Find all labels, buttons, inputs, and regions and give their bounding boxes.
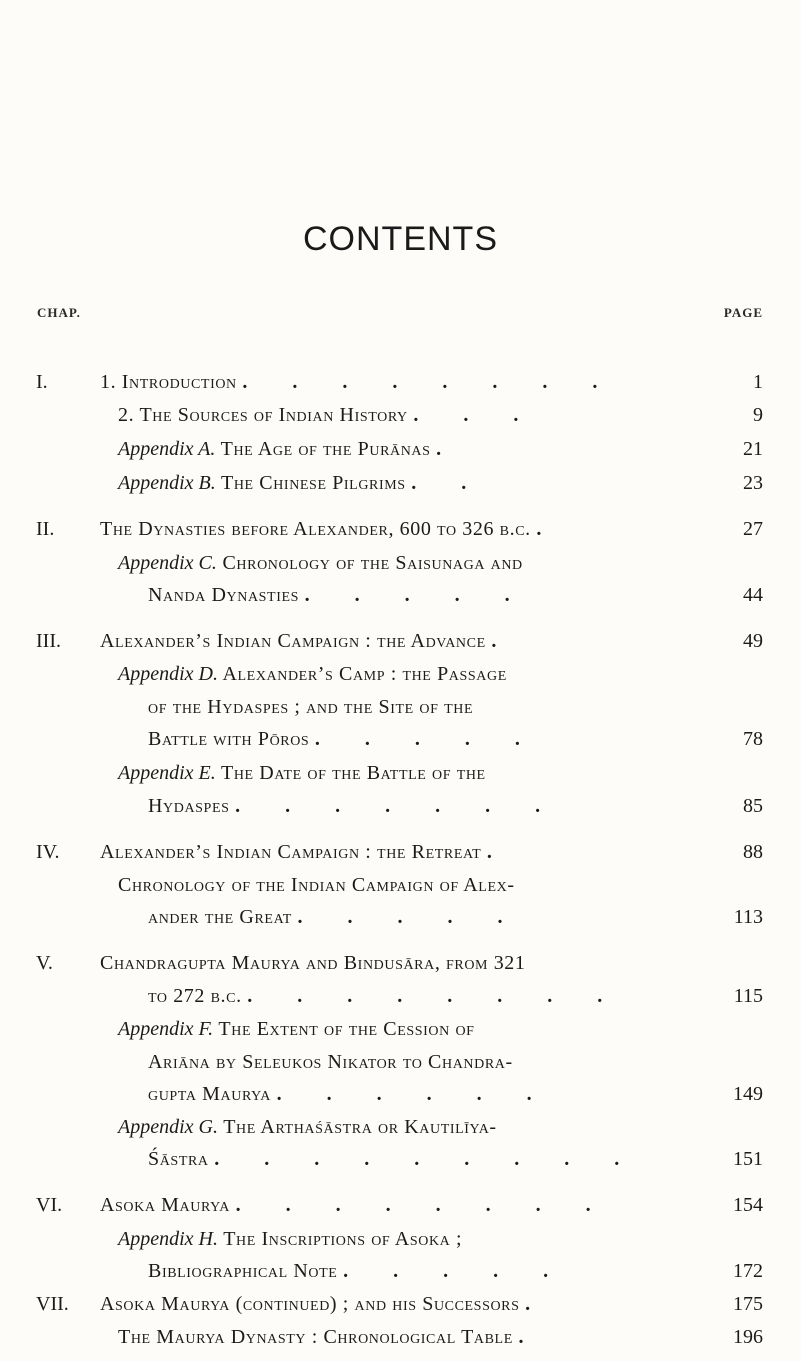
entry-title: The Dynasties before Alexander, 600 to 326 b.c. bbox=[100, 517, 531, 540]
toc-entry bbox=[0, 902, 801, 932]
chapter-number: III. bbox=[36, 629, 61, 652]
entry-title: Nanda Dynasties bbox=[148, 583, 299, 606]
leader-dots: . bbox=[436, 437, 462, 460]
chapter-number: IV. bbox=[36, 841, 60, 864]
appendix-label: Appendix A. bbox=[118, 437, 216, 460]
appendix-label: Appendix G. bbox=[118, 1116, 218, 1139]
toc-entry bbox=[0, 1190, 801, 1220]
page-number: 9 bbox=[753, 404, 763, 426]
leader-dots: . bbox=[518, 1326, 544, 1348]
entry-title: Alexander’s Indian Campaign : the Advance bbox=[100, 629, 486, 652]
page-number: 149 bbox=[733, 1083, 763, 1106]
toc-entry bbox=[0, 468, 801, 498]
toc-entry bbox=[0, 514, 801, 544]
page-number: 151 bbox=[733, 1148, 763, 1171]
leader-dots: . . bbox=[411, 471, 487, 494]
toc-entry bbox=[0, 1112, 801, 1142]
toc-entry bbox=[0, 400, 801, 430]
toc-entry bbox=[0, 659, 801, 689]
page-number: 27 bbox=[743, 517, 763, 540]
leader-dots: . . . . . bbox=[304, 583, 530, 606]
toc-entry bbox=[0, 1322, 801, 1352]
toc-entry bbox=[0, 1144, 801, 1174]
entry-title: to 272 b.c. bbox=[148, 985, 242, 1008]
leader-dots: . bbox=[491, 629, 517, 652]
entry-title: ander the Great bbox=[148, 906, 292, 929]
entry-title: Chronology of the Indian Campaign of Alex- bbox=[118, 874, 515, 897]
toc-entry bbox=[0, 981, 801, 1011]
page-number: 196 bbox=[733, 1326, 763, 1348]
entry-title: 2. The Sources of Indian History bbox=[118, 404, 408, 426]
toc-entry bbox=[0, 1289, 801, 1319]
leader-dots: . bbox=[525, 1293, 551, 1315]
entry-title: The Chinese Pilgrims bbox=[221, 471, 406, 494]
chap-column-header: CHAP. bbox=[37, 305, 81, 320]
toc-entry bbox=[0, 626, 801, 656]
page-number: 85 bbox=[743, 795, 763, 818]
entry-title: 1. Introduction bbox=[100, 371, 237, 393]
chapter-number: VI. bbox=[36, 1194, 63, 1216]
entry-title: Śāstra bbox=[148, 1148, 209, 1171]
chapter-number: V. bbox=[36, 952, 53, 975]
entry-title: of the Hydaspes ; and the Site of the bbox=[148, 696, 474, 719]
entry-title: Chandragupta Maurya and Bindusāra, from 321 bbox=[100, 952, 526, 975]
page-number: 113 bbox=[733, 906, 763, 929]
page-number: 44 bbox=[743, 583, 763, 606]
leader-dots: . . . . . . . . . bbox=[214, 1148, 640, 1171]
leader-dots: . . . . . . . bbox=[235, 795, 561, 818]
page-number: 1 bbox=[753, 371, 763, 393]
entry-title: Battle with Pōros bbox=[148, 728, 310, 751]
entry-title: gupta Maurya bbox=[148, 1083, 271, 1106]
toc-entry bbox=[0, 1256, 801, 1286]
entry-title: Chronology of the Saisunaga and bbox=[222, 551, 523, 574]
toc-entry bbox=[0, 837, 801, 867]
entry-title: The Date of the Battle of the bbox=[221, 762, 486, 785]
leader-dots: . . . bbox=[413, 404, 539, 426]
toc-entry bbox=[0, 758, 801, 788]
leader-dots: . bbox=[486, 841, 512, 864]
entry-title: The Arthaśāstra or Kautilīya- bbox=[223, 1116, 497, 1139]
chapter-number: VII. bbox=[36, 1293, 69, 1315]
toc-entry bbox=[0, 548, 801, 578]
leader-dots: . . . . . . . . bbox=[235, 1194, 611, 1216]
toc-entry bbox=[0, 724, 801, 754]
page-number: 172 bbox=[733, 1260, 763, 1282]
toc-entry bbox=[0, 1224, 801, 1254]
entry-title: Asoka Maurya bbox=[100, 1194, 230, 1216]
entry-title: Alexander’s Indian Campaign : the Retreat bbox=[100, 841, 482, 864]
toc-entry bbox=[0, 434, 801, 464]
entry-title: Asoka Maurya (continued) ; and his Successors bbox=[100, 1293, 520, 1315]
page-number: 23 bbox=[743, 471, 763, 494]
toc-entry bbox=[0, 1014, 801, 1044]
page-column-header: PAGE bbox=[723, 305, 763, 320]
toc-entry bbox=[0, 367, 801, 397]
entry-title: Bibliographical Note bbox=[148, 1260, 338, 1282]
appendix-label: Appendix C. bbox=[118, 551, 217, 574]
toc-entry bbox=[0, 1047, 801, 1077]
toc-entry bbox=[0, 692, 801, 722]
appendix-label: Appendix E. bbox=[118, 762, 216, 785]
entry-title: The Inscriptions of Asoka ; bbox=[223, 1227, 463, 1250]
page-number: 21 bbox=[743, 437, 763, 460]
leader-dots: . . . . . bbox=[314, 728, 540, 751]
page-number: 88 bbox=[743, 841, 763, 864]
page-number: 154 bbox=[733, 1194, 763, 1216]
entry-title: The Maurya Dynasty : Chronological Table bbox=[118, 1326, 513, 1348]
toc-entry bbox=[0, 791, 801, 821]
page-title: CONTENTS bbox=[303, 220, 498, 258]
appendix-label: Appendix D. bbox=[118, 663, 218, 686]
chapter-number: II. bbox=[36, 517, 55, 540]
entry-title: Ariāna by Seleukos Nikator to Chandra- bbox=[148, 1051, 513, 1073]
appendix-label: Appendix B. bbox=[118, 471, 216, 494]
appendix-label: Appendix F. bbox=[118, 1018, 214, 1041]
entry-title: Alexander’s Camp : the Passage bbox=[222, 663, 507, 686]
toc-entry bbox=[0, 1079, 801, 1109]
entry-title: The Extent of the Cession of bbox=[218, 1018, 475, 1041]
leader-dots: . . . . . . . . bbox=[242, 371, 618, 393]
leader-dots: . . . . . bbox=[297, 906, 523, 929]
page-number: 175 bbox=[733, 1293, 763, 1315]
toc-entry bbox=[0, 580, 801, 610]
page-number: 115 bbox=[733, 985, 763, 1008]
toc-entry bbox=[0, 948, 801, 978]
appendix-label: Appendix H. bbox=[118, 1227, 218, 1250]
chapter-number: I. bbox=[36, 371, 48, 393]
leader-dots: . . . . . bbox=[343, 1260, 569, 1282]
leader-dots: . bbox=[536, 517, 562, 540]
leader-dots: . . . . . . . . bbox=[247, 985, 623, 1008]
page-number: 49 bbox=[743, 629, 763, 652]
entry-title: The Age of the Purānas bbox=[220, 437, 431, 460]
entry-title: Hydaspes bbox=[148, 795, 230, 818]
page-number: 78 bbox=[743, 728, 763, 751]
leader-dots: . . . . . . bbox=[276, 1083, 552, 1106]
toc-entry bbox=[0, 870, 801, 900]
